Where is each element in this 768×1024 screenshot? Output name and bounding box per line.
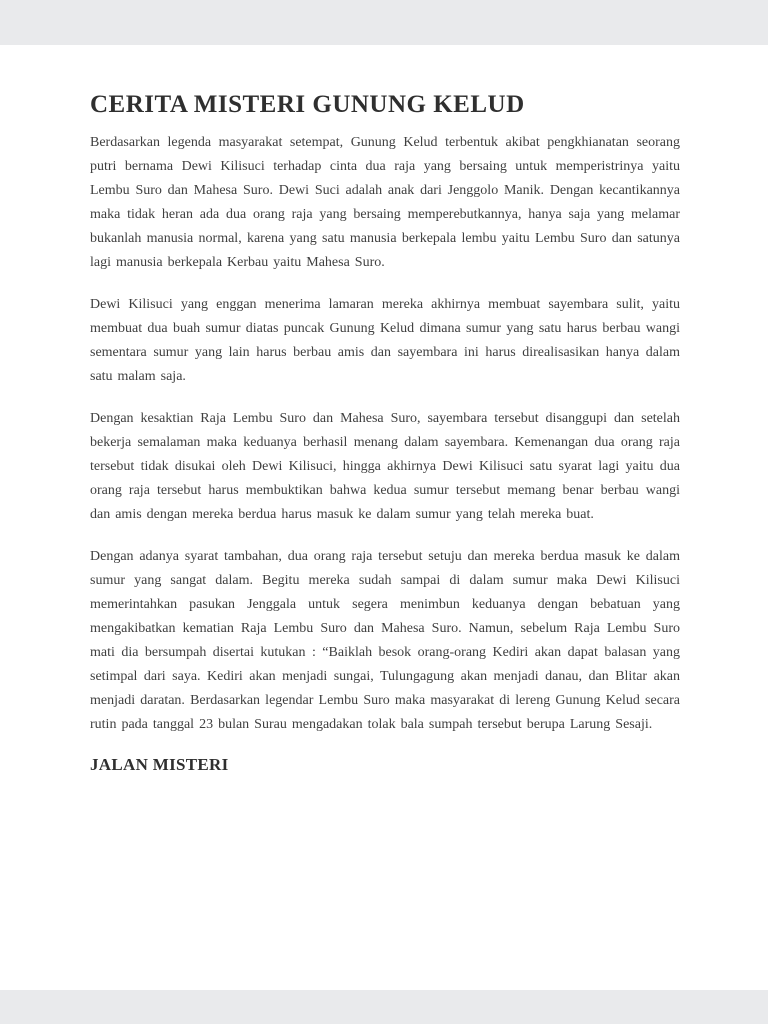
top-margin-band — [0, 0, 768, 45]
paragraph-kutukan: Dengan adanya syarat tambahan, dua orang raja tersebut setuju dan mereka berdua masuk ke dalam sumur yang sangat dalam. Begitu mereka sudah sampai di dalam sumur maka Dewi Kilisuci memerintahkan pasukan Jenggala untuk segera menimbun keduanya dengan bebatuan yang mengakibatkan kematian Raja Lembu Suro dan Mahesa Suro. Namun, sebelum Raja Lembu Suro mati dia bersumpah disertai kutukan : “Baiklah besok orang-orang Kediri akan dapat balasan yang setimpal dari saya. Kediri akan menjadi sungai, Tulungagung akan menjadi danau, dan Blitar akan menjadi daratan. Berdasarkan legendar Lembu Suro maka masyarakat di lereng Gunung Kelud secara rutin pada tanggal 23 bulan Surau mengadakan tolak bala sumpah tersebut berupa Larung Sesaji. — [90, 549, 680, 732]
document-title: CERITA MISTERI GUNUNG KELUD — [90, 91, 525, 118]
paragraph-legend-origin: Berdasarkan legenda masyarakat setempat, Gunung Kelud terbentuk akibat pengkhianatan seorang putri bernama Dewi Kilisuci terhadap cinta dua raja yang bersaing untuk memperistrinya yaitu Lembu Suro dan Mahesa Suro. Dewi Suci adalah anak dari Jenggolo Manik. Dengan kecantikannya maka tidak heran ada dua orang raja yang bersaing memperebutkannya, hanya saja yang melamar bukanlah manusia normal, karena yang satu manusia berkepala lembu yaitu Lembu Suro dan satunya lagi manusia berkepala Kerbau yaitu Mahesa Suro. — [90, 135, 680, 270]
paragraph-sayembara: Dewi Kilisuci yang enggan menerima lamaran mereka akhirnya membuat sayembara sulit, yaitu membuat dua buah sumur diatas puncak Gunung Kelud dimana sumur yang satu harus berbau wangi sementara sumur yang lain harus berbau amis dan sayembara ini harus direalisasikan hanya dalam satu malam saja. — [90, 297, 680, 384]
document-page — [0, 45, 768, 990]
section-heading: JALAN MISTERI — [90, 755, 229, 774]
paragraph-kemenangan: Dengan kesaktian Raja Lembu Suro dan Mahesa Suro, sayembara tersebut disanggupi dan setelah bekerja semalaman maka keduanya berhasil menang dalam sayembara. Kemenangan dua orang raja tersebut tidak disukai oleh Dewi Kilisuci, hingga akhirnya Dewi Kilisuci satu syarat lagi yaitu dua orang raja tersebut harus membuktikan bahwa kedua sumur tersebut memang benar berbau wangi dan amis dengan mereka berdua harus masuk ke dalam sumur yang telah mereka buat. — [90, 411, 680, 522]
bottom-margin-band — [0, 990, 768, 1024]
